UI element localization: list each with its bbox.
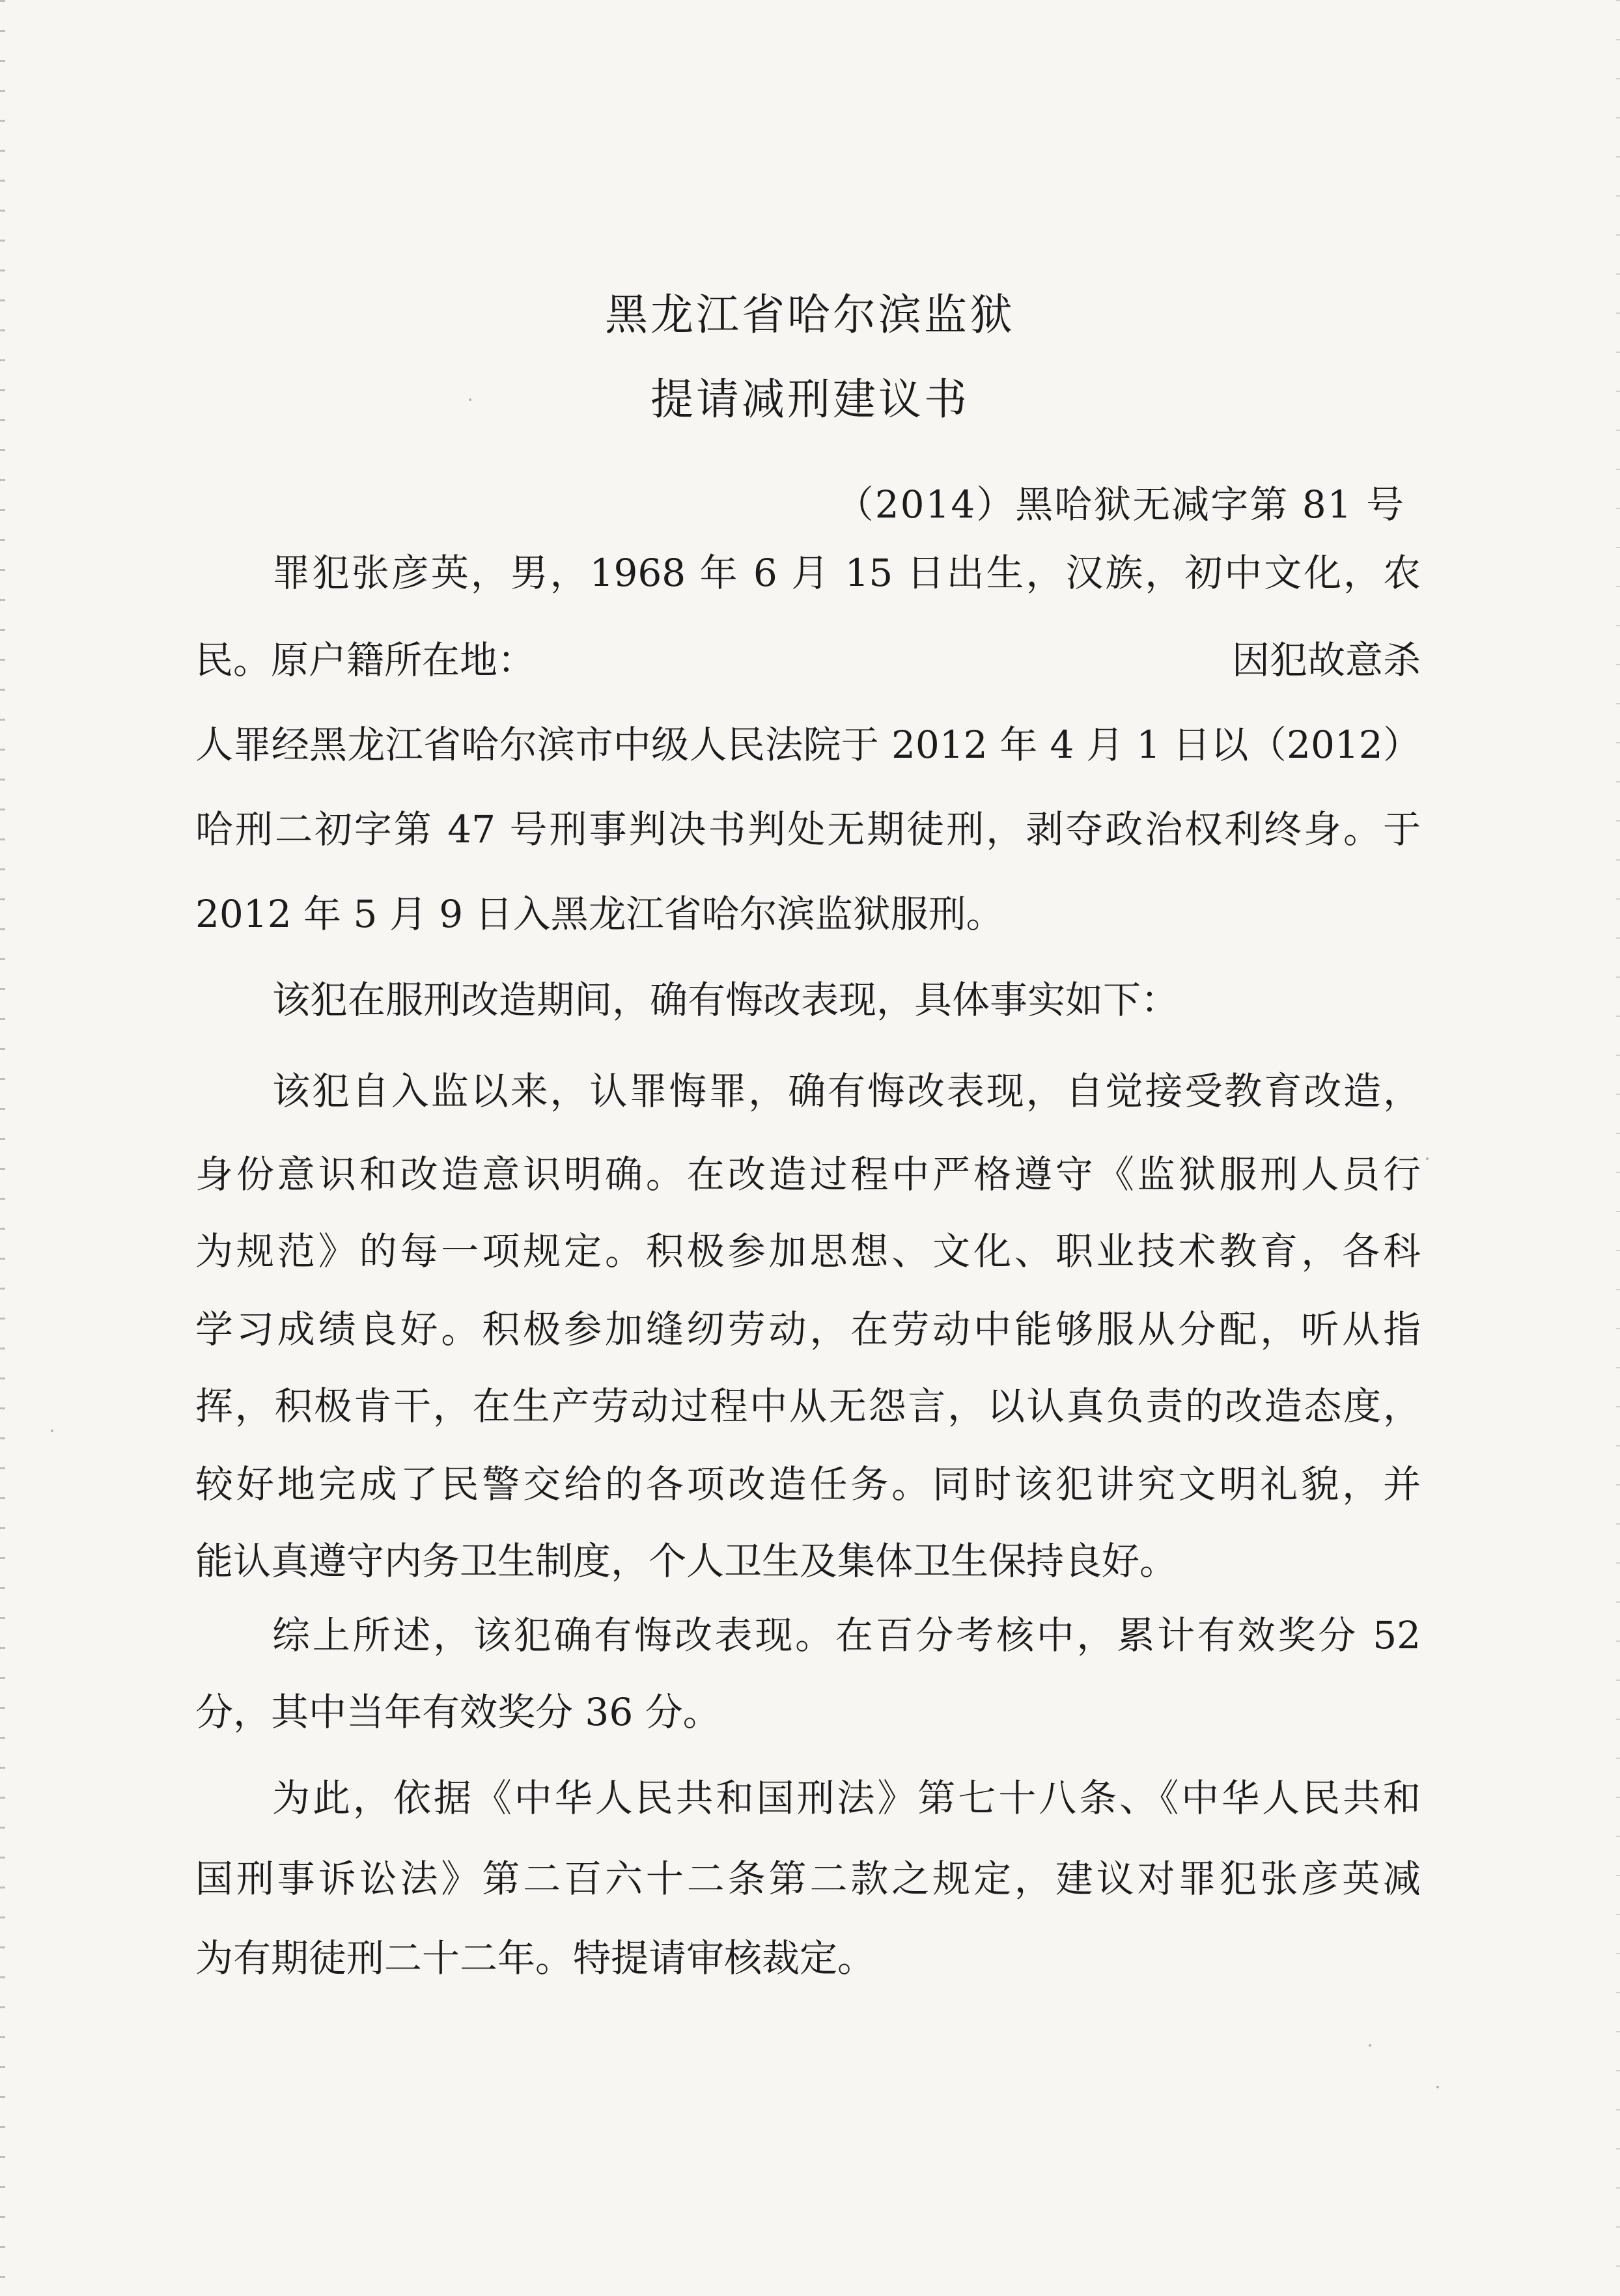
paragraph-3-line-5: 挥，积极肯干，在生产劳动过程中从无怨言，以认真负责的改造态度，: [195, 1384, 1421, 1428]
household-registration-label: 民。原户籍所在地：: [195, 638, 536, 682]
scan-speck: [51, 1430, 53, 1432]
scan-speck: [1436, 2086, 1439, 2088]
document-title-line1: 黑龙江省哈尔滨监狱: [605, 290, 1015, 340]
scan-left-edge: [0, 0, 5, 2296]
paragraph-5-line-3: 为有期徒刑二十二年。特提请审核裁定。: [195, 1936, 876, 1980]
scan-speck: [1426, 1157, 1429, 1160]
document-number: （2014）黑哈狱无减字第 81 号: [835, 482, 1405, 527]
scan-speck: [469, 398, 471, 401]
document-title-line2: 提请减刑建议书: [650, 374, 970, 424]
paragraph-1-line-5: 2012 年 5 月 9 日入黑龙江省哈尔滨监狱服刑。: [195, 892, 1004, 936]
paragraph-3-line-2: 身份意识和改造意识明确。在改造过程中严格遵守《监狱服刑人员行: [195, 1152, 1421, 1196]
paragraph-1-line-1: 罪犯张彦英，男，1968 年 6 月 15 日出生，汉族，初中文化，农: [272, 551, 1421, 595]
scan-right-edge: [1616, 0, 1620, 2296]
scan-speck: [1369, 2044, 1371, 2047]
paragraph-3-line-7: 能认真遵守内务卫生制度，个人卫生及集体卫生保持良好。: [195, 1539, 1178, 1583]
paragraph-2-line-1: 该犯在服刑改造期间，确有悔改表现，具体事实如下：: [272, 978, 1179, 1022]
paragraph-4-line-1: 综上所述，该犯确有悔改表现。在百分考核中，累计有效奖分 52: [272, 1613, 1421, 1657]
paragraph-3-line-1: 该犯自入监以来，认罪悔罪，确有悔改表现，自觉接受教育改造，: [272, 1069, 1421, 1113]
paragraph-5-line-1: 为此，依据《中华人民共和国刑法》第七十八条、《中华人民共和: [272, 1776, 1421, 1820]
paragraph-5-line-2: 国刑事诉讼法》第二百六十二条第二款之规定，建议对罪犯张彦英减: [195, 1857, 1421, 1901]
paragraph-1-line-4: 哈刑二初字第 47 号刑事判决书判处无期徒刑，剥夺政治权利终身。于: [195, 807, 1421, 851]
paragraph-4-line-2: 分，其中当年有效奖分 36 分。: [195, 1690, 721, 1734]
paragraph-1-line-3: 人罪经黑龙江省哈尔滨市中级人民法院于 2012 年 4 月 1 日以（2012）: [195, 723, 1421, 767]
crime-prefix-text: 因犯故意杀: [1231, 638, 1421, 682]
paragraph-1-line-2: [195, 634, 1421, 686]
paragraph-3-line-3: 为规范》的每一项规定。积极参加思想、文化、职业技术教育，各科: [195, 1229, 1421, 1273]
paragraph-3-line-6: 较好地完成了民警交给的各项改造任务。同时该犯讲究文明礼貌，并: [195, 1462, 1421, 1506]
paragraph-3-line-4: 学习成绩良好。积极参加缝纫劳动，在劳动中能够服从分配，听从指: [195, 1307, 1421, 1351]
